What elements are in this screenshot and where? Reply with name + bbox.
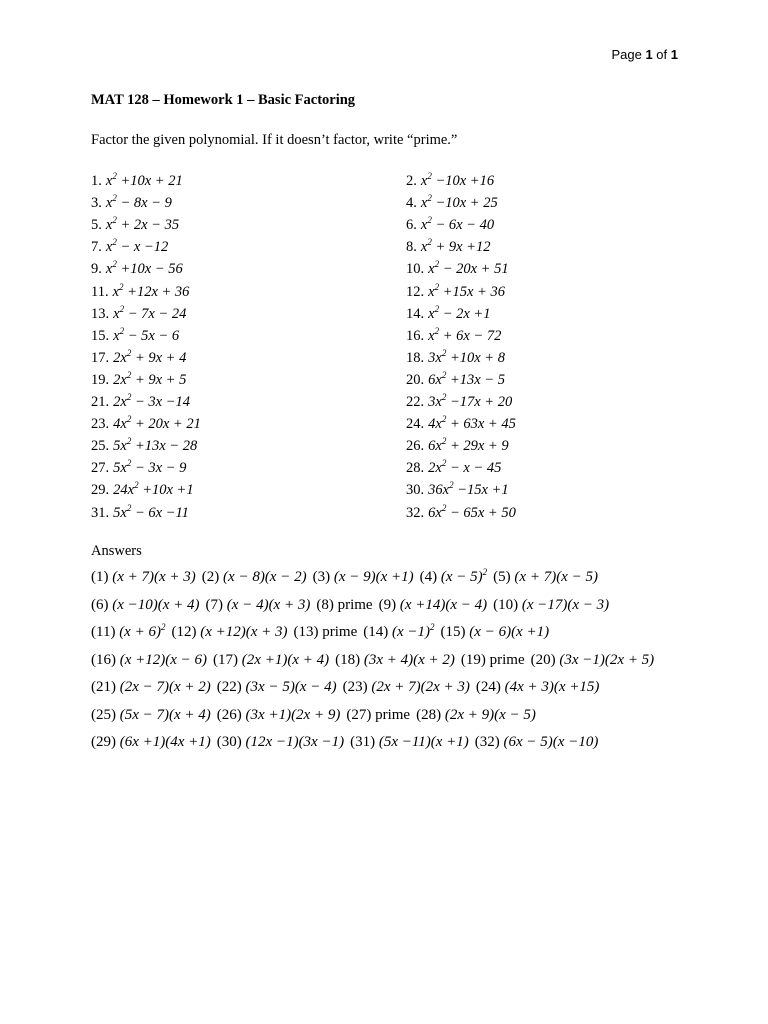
page-number [611, 47, 678, 62]
answers-heading: Answers [91, 543, 142, 559]
problem-number: 6. [406, 217, 417, 234]
problem-expression: $6x^2 + 29x + 9$ [428, 436, 509, 455]
answer-line [91, 675, 731, 703]
answer-number: (29) [91, 734, 120, 750]
answer-expression: (x +12)(x − 6) [119, 651, 208, 668]
answer-number: (22) [216, 679, 246, 695]
problem-item [91, 415, 201, 433]
answer-number: (2) [201, 569, 224, 585]
answer-expression: $(x -1)^2$ [392, 622, 435, 640]
answer-number: (11) [91, 624, 120, 640]
answer-item [350, 734, 469, 750]
answer-item [493, 569, 598, 585]
answer-item [206, 597, 311, 613]
problem-expression: $x^2 - 6x - 40$ [420, 215, 495, 234]
answer-expression: (3x + 4)(x + 2) [363, 651, 455, 668]
answer-expression: (3x +1)(2x + 9) [245, 706, 341, 723]
answer-number: (32) [474, 734, 504, 750]
problem-item [91, 371, 186, 389]
problem-item [91, 216, 179, 234]
problem-expression: $36x^2 -15x +1$ [428, 480, 509, 499]
problem-expression: $x^2 +12x + 36$ [112, 281, 190, 300]
answer-item [213, 652, 329, 668]
problem-number: 9. [91, 261, 102, 278]
problem-expression: $x^2 + 6x - 72$ [428, 325, 502, 344]
answer-expression: (6x − 5)(x −10) [503, 734, 599, 750]
answer-expression: (x − 9)(x +1) [333, 569, 414, 585]
answer-expression: (x −17)(x − 3) [521, 596, 610, 613]
answer-expression: prime [337, 596, 373, 613]
problem-expression: $2x^2 + 9x + 4$ [113, 347, 187, 366]
problem-item [91, 305, 186, 323]
problem-expression: $24x^2 +10x +1$ [113, 480, 194, 499]
answer-expression: (x − 4)(x + 3) [226, 596, 311, 613]
answer-item [91, 707, 211, 723]
answer-line [91, 648, 731, 676]
problem-item [91, 349, 186, 367]
answer-expression: (x − 6)(x +1) [469, 624, 550, 640]
problem-expression: $4x^2 + 63x + 45$ [428, 414, 516, 433]
problem-expression: $3x^2 +10x + 8$ [428, 347, 505, 366]
answer-expression: (x +14)(x − 4) [399, 596, 488, 613]
problem-number: 28. [406, 460, 425, 477]
problem-expression: $x^2 -10x + 25$ [420, 193, 498, 212]
answer-number: (23) [342, 679, 372, 695]
answer-expression: (2x + 7)(2x + 3) [371, 679, 470, 695]
answer-expression: $(x - 5)^2$ [440, 567, 488, 585]
problem-number: 25. [91, 438, 110, 455]
instructions: Factor the given polynomial. If it doesn’t factor, write “prime.” [91, 132, 458, 148]
problem-expression: $x^2 - 20x + 51$ [428, 259, 509, 278]
answer-expression: (2x + 9)(x − 5) [444, 706, 536, 723]
answer-expression: (x + 7)(x − 5) [514, 569, 598, 585]
answer-expression: (3x −1)(2x + 5) [559, 651, 655, 668]
problem-number: 31. [91, 504, 110, 521]
problem-expression: $2x^2 + 9x + 5$ [113, 369, 187, 388]
answer-item [379, 597, 488, 613]
problem-expression: $2x^2 - 3x -14$ [113, 392, 190, 410]
problem-expression: $6x^2 +13x - 5$ [428, 369, 505, 388]
answer-item [313, 569, 414, 585]
answer-item [217, 679, 337, 695]
answer-number: (1) [91, 569, 113, 585]
problem-number: 5. [91, 217, 102, 234]
problem-expression: $x^2 - 5x - 6$ [113, 325, 180, 344]
answer-expression: (3x − 5)(x − 4) [245, 679, 337, 695]
problem-expression: $4x^2 + 20x + 21$ [113, 414, 201, 433]
problem-expression: $2x^2 - x - 45$ [428, 458, 502, 477]
answer-item [217, 734, 344, 750]
problem-number: 14. [406, 305, 425, 322]
answer-expression: $(x + 6)^2$ [119, 622, 166, 640]
answer-number: (28) [416, 706, 445, 723]
answer-line [91, 593, 731, 621]
answer-expression: (12x −1)(3x −1) [245, 734, 345, 750]
problem-item [406, 327, 501, 345]
answer-number: (31) [350, 734, 379, 750]
problem-number: 15. [91, 327, 110, 344]
problem-number: 27. [91, 460, 110, 477]
problem-item [406, 260, 509, 278]
answer-number: (27) [346, 706, 376, 723]
problem-item [406, 371, 505, 389]
answer-number: (8) [316, 596, 338, 613]
problem-item [406, 283, 505, 301]
problem-item [406, 194, 498, 212]
page-total: 1 [670, 47, 678, 62]
answer-item [316, 597, 372, 613]
problem-number: 23. [91, 416, 110, 433]
answer-item [171, 624, 287, 640]
problem-item [406, 459, 501, 477]
problem-expression: $5x^2 +13x - 28$ [113, 436, 198, 455]
problem-number: 3. [91, 195, 102, 212]
answer-expression: (5x − 7)(x + 4) [119, 706, 211, 723]
answer-number: (3) [312, 569, 334, 585]
answer-number: (24) [475, 679, 505, 695]
problem-expression: $x^2 -10x +16$ [420, 171, 495, 189]
answer-item [416, 707, 536, 723]
problem-item [91, 459, 186, 477]
answer-line [91, 730, 731, 758]
answer-number: (13) [293, 624, 323, 640]
answer-item [420, 569, 488, 585]
answer-number: (15) [440, 624, 470, 640]
page-current: 1 [645, 47, 653, 62]
answer-item [91, 597, 200, 613]
answer-item [91, 652, 207, 668]
answer-item [493, 597, 609, 613]
problem-expression: $x^2 + 9x +12$ [420, 237, 491, 256]
problem-item [406, 437, 509, 455]
problem-expression: $x^2 - 2x +1$ [428, 303, 491, 322]
problem-number: 11. [91, 283, 109, 300]
answer-number: (10) [493, 596, 522, 613]
problem-expression: $x^2 - 7x - 24$ [113, 303, 187, 322]
answer-item [441, 624, 550, 640]
problem-item [91, 194, 172, 212]
problem-number: 2. [406, 173, 417, 189]
problem-item [406, 504, 516, 522]
problem-number: 12. [406, 283, 425, 300]
problem-item [406, 216, 494, 234]
answer-item [91, 624, 165, 640]
problem-number: 20. [406, 371, 425, 388]
problem-expression: $x^2 - 8x - 9$ [105, 193, 172, 212]
problem-expression: $5x^2 - 3x - 9$ [113, 458, 187, 477]
answer-item [91, 679, 211, 695]
answer-expression: (x −10)(x + 4) [112, 596, 200, 613]
page-label: Page [611, 47, 642, 62]
problem-number: 7. [91, 239, 102, 256]
problem-item [91, 172, 183, 190]
answer-expression: (4x + 3)(x +15) [504, 679, 600, 695]
problem-expression: $x^2 +10x - 56$ [105, 259, 183, 278]
problem-item [91, 481, 194, 499]
answer-number: (19) [460, 651, 490, 668]
problem-expression: $x^2 + 2x - 35$ [105, 215, 180, 234]
answer-number: (4) [419, 569, 441, 585]
problem-number: 24. [406, 416, 425, 433]
answer-number: (14) [363, 624, 393, 640]
answer-number: (30) [216, 734, 246, 750]
problem-number: 17. [91, 349, 110, 366]
problem-number: 22. [406, 394, 425, 410]
problem-number: 32. [406, 504, 425, 521]
problem-number: 19. [91, 371, 110, 388]
answer-item [91, 734, 211, 750]
problem-item [406, 393, 512, 411]
problem-number: 26. [406, 438, 425, 455]
answer-number: (5) [493, 569, 515, 585]
answer-number: (9) [378, 596, 400, 613]
problem-expression: $6x^2 - 65x + 50$ [428, 502, 516, 521]
problem-number: 10. [406, 261, 425, 278]
answer-item [202, 569, 307, 585]
problem-item [91, 393, 190, 411]
problem-number: 30. [406, 482, 425, 499]
answer-number: (7) [205, 596, 227, 613]
problem-number: 29. [91, 482, 110, 499]
problem-item [406, 481, 509, 499]
problem-number: 21. [91, 394, 110, 410]
answer-line [91, 620, 731, 648]
problem-item [91, 437, 197, 455]
document-title: MAT 128 – Homework 1 – Basic Factoring [91, 92, 356, 108]
problem-item [406, 415, 516, 433]
problem-number: 13. [91, 305, 110, 322]
problem-expression: $x^2 +15x + 36$ [428, 281, 505, 300]
problem-expression: $x^2 - x -12$ [105, 237, 169, 256]
answer-number: (18) [335, 651, 364, 668]
answer-item [476, 679, 600, 695]
answer-number: (16) [91, 651, 120, 668]
answer-number: (20) [530, 651, 560, 668]
answer-expression: prime [375, 706, 411, 723]
answer-item [343, 679, 470, 695]
answer-number: (17) [213, 651, 242, 668]
problem-expression: $x^2 +10x + 21$ [105, 171, 183, 189]
answer-item [335, 652, 455, 668]
answer-expression: (6x +1)(4x +1) [119, 734, 211, 750]
answer-number: (6) [91, 596, 113, 613]
answer-list [91, 565, 731, 758]
answer-number: (26) [216, 706, 246, 723]
problem-number: 4. [406, 195, 417, 212]
problem-item [91, 327, 179, 345]
problem-item [91, 283, 189, 301]
answer-item [294, 624, 358, 640]
answer-item [531, 652, 655, 668]
answer-expression: prime [489, 651, 525, 668]
problem-expression: $5x^2 - 6x -11$ [113, 502, 189, 521]
problem-number: 8. [406, 239, 417, 256]
answer-item [363, 624, 434, 640]
answer-line [91, 565, 731, 593]
answer-expression: (2x − 7)(x + 2) [119, 679, 211, 695]
answer-item [461, 652, 525, 668]
answer-expression: (x +12)(x + 3) [200, 624, 288, 640]
answer-expression: (5x −11)(x +1) [378, 734, 469, 750]
answer-item [91, 569, 196, 585]
problem-item [91, 260, 183, 278]
answer-item [217, 707, 341, 723]
problem-item [406, 172, 494, 190]
answer-line [91, 703, 731, 731]
answer-number: (12) [171, 624, 201, 640]
problem-expression: $3x^2 -17x + 20$ [428, 392, 513, 410]
problem-number: 16. [406, 327, 425, 344]
problem-number: 18. [406, 349, 425, 366]
answer-number: (25) [91, 706, 120, 723]
answer-expression: prime [322, 624, 358, 640]
answer-item [475, 734, 599, 750]
answer-number: (21) [91, 679, 120, 695]
problem-number: 1. [91, 173, 102, 189]
answer-expression: (x + 7)(x + 3) [112, 569, 196, 585]
problem-item [91, 238, 168, 256]
answer-item [346, 707, 410, 723]
problem-item [91, 504, 189, 522]
problem-item [406, 238, 490, 256]
page-of: of [656, 47, 668, 62]
problem-item [406, 305, 490, 323]
answer-expression: (2x +1)(x + 4) [241, 651, 330, 668]
problem-item [406, 349, 505, 367]
answer-expression: (x − 8)(x − 2) [223, 569, 307, 585]
